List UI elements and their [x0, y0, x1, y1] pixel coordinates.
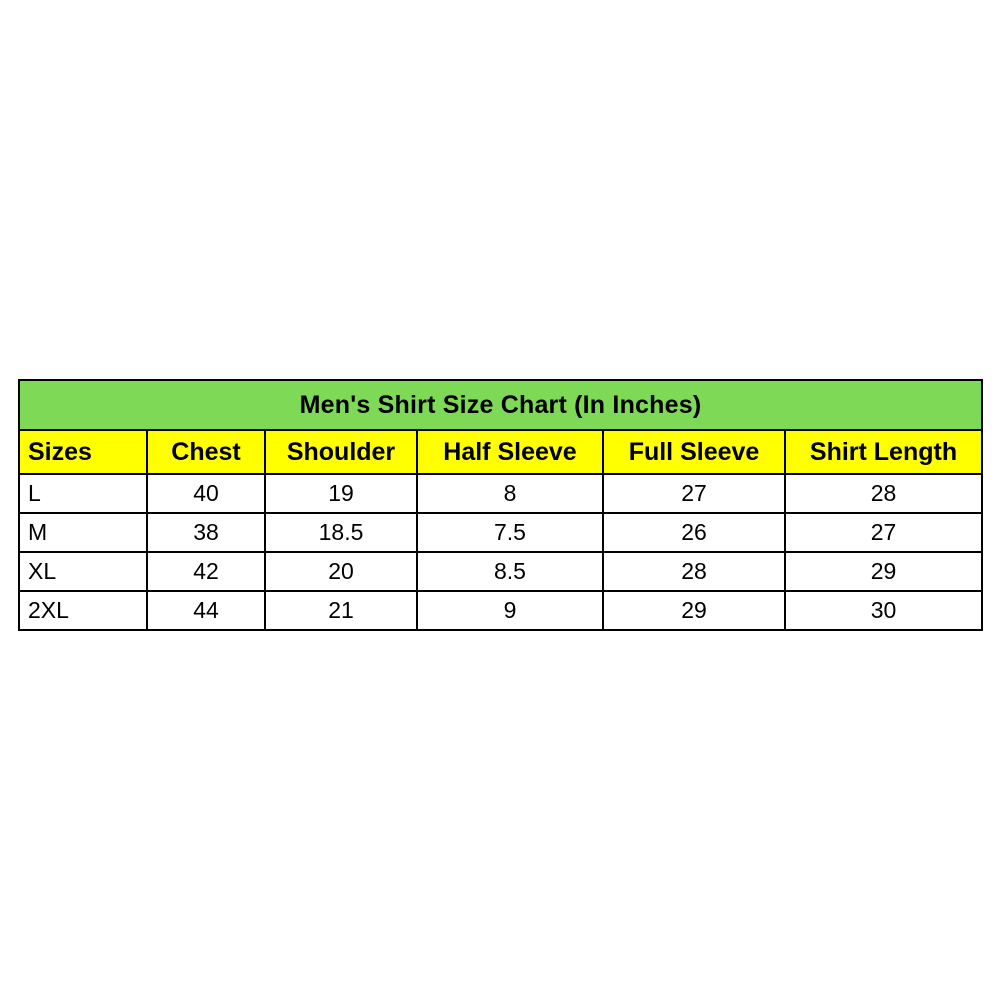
cell-half-sleeve: 8 — [417, 474, 603, 513]
column-header-full-sleeve: Full Sleeve — [603, 430, 785, 474]
cell-chest: 42 — [147, 552, 265, 591]
table-row — [19, 513, 982, 552]
cell-shoulder: 18.5 — [265, 513, 417, 552]
column-header-sizes: Sizes — [19, 430, 147, 474]
cell-full-sleeve: 28 — [603, 552, 785, 591]
cell-shirt-length: 27 — [785, 513, 982, 552]
cell-full-sleeve: 26 — [603, 513, 785, 552]
cell-chest: 38 — [147, 513, 265, 552]
mens-shirt-size-chart-table — [18, 379, 983, 631]
cell-size: 2XL — [19, 591, 147, 630]
cell-full-sleeve: 29 — [603, 591, 785, 630]
cell-size: M — [19, 513, 147, 552]
cell-shoulder: 20 — [265, 552, 417, 591]
cell-full-sleeve: 27 — [603, 474, 785, 513]
cell-chest: 44 — [147, 591, 265, 630]
cell-shirt-length: 28 — [785, 474, 982, 513]
table-row — [19, 474, 982, 513]
cell-shirt-length: 30 — [785, 591, 982, 630]
column-header-half-sleeve: Half Sleeve — [417, 430, 603, 474]
column-header-chest: Chest — [147, 430, 265, 474]
cell-shoulder: 21 — [265, 591, 417, 630]
table-row — [19, 552, 982, 591]
column-header-shoulder: Shoulder — [265, 430, 417, 474]
table-title-row — [19, 380, 982, 430]
cell-half-sleeve: 9 — [417, 591, 603, 630]
chart-title: Men's Shirt Size Chart (In Inches) — [19, 380, 982, 430]
size-chart-container — [18, 379, 981, 631]
cell-size: L — [19, 474, 147, 513]
column-header-shirt-length: Shirt Length — [785, 430, 982, 474]
cell-half-sleeve: 8.5 — [417, 552, 603, 591]
table-row — [19, 591, 982, 630]
cell-size: XL — [19, 552, 147, 591]
cell-chest: 40 — [147, 474, 265, 513]
cell-shoulder: 19 — [265, 474, 417, 513]
table-header-row — [19, 430, 982, 474]
cell-half-sleeve: 7.5 — [417, 513, 603, 552]
cell-shirt-length: 29 — [785, 552, 982, 591]
